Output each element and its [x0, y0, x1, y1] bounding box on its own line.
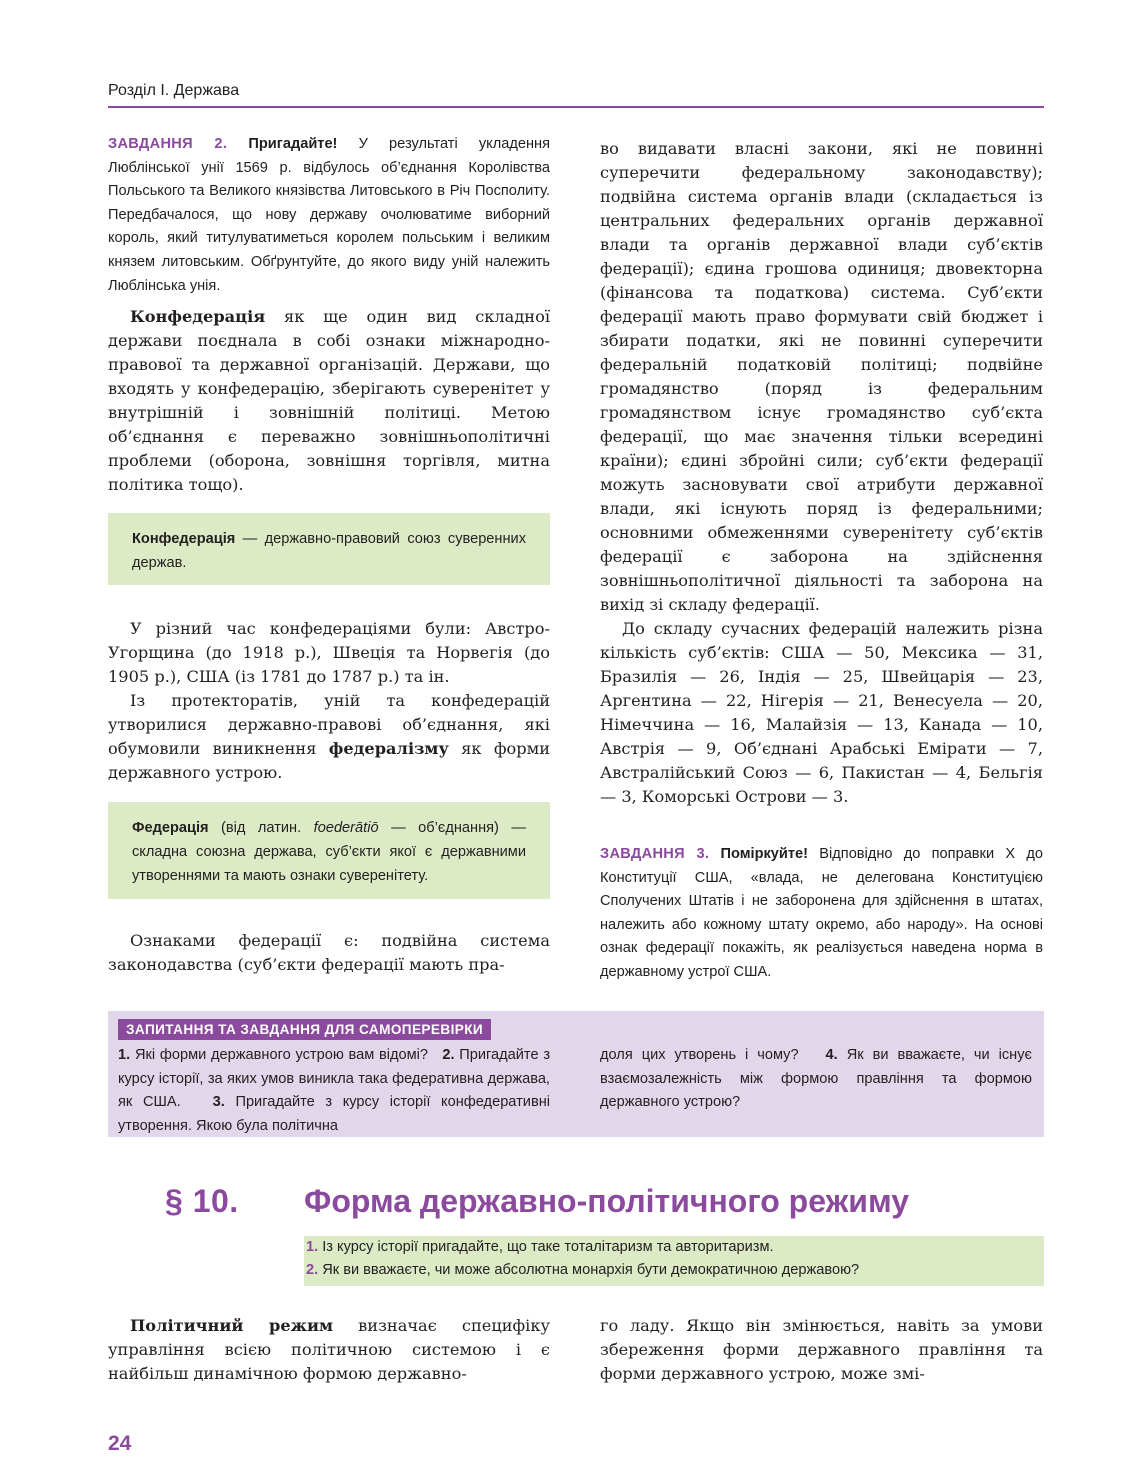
self-check-right	[600, 1044, 1032, 1115]
task-2-lead: Пригадайте!	[248, 136, 338, 152]
section-title: Форма державно-політичного режиму	[304, 1183, 909, 1219]
intro-question-2-number: 2.	[306, 1262, 319, 1278]
regime-term: Політичний режим	[130, 1316, 334, 1335]
confederation-term: Конфедерація	[130, 307, 266, 326]
subjects-paragraph: До складу сучасних федерацій належить різна кількість суб’єктів: США — 50, Мексика — 31, Бразилія — 26, Індія — 25, Швейцарія — 23, Аргентина — 22, Нігерія — 21, Венесуела — 20, Німеччина — 16, Малайзія — 13, Канада — 10, Австрія — 9, Об’єднані Арабські Емірати — 7, Австралійський Союз — 6, Пакистан — 4, Бельгія — 3, Коморські Острови — 3.	[600, 619, 1043, 806]
q2-number: 2.	[442, 1047, 455, 1063]
self-check-left	[118, 1044, 550, 1138]
q3-text-right: доля цих утворень і чому?	[600, 1047, 799, 1063]
task-2-text: У результаті укладення Люблінської унії 1569 р. відбулось об’єднання Королівства Польського та Великого князівства Литовського в Річ Посполиту. Передбачалося, що нову державу очолюватиме виборний король, який титулуватиметься королем польським і великим князем литовським. Обґрунтуйте, до якого виду уній належить Люблінська унія.	[108, 136, 550, 294]
definition-federation-term: Федерація	[132, 820, 209, 836]
header-rule	[108, 106, 1044, 108]
definition-federation-text: — об’єднання) — складна союзна держава, суб’єкти якої є державними утвореннями та мають ознаки суверенітету.	[132, 820, 526, 884]
definition-federation-pre: (від латин.	[221, 820, 302, 836]
features-paragraph-left	[108, 929, 550, 977]
examples-p2-end: як форми державного устрою.	[108, 739, 550, 782]
page-number: 24	[108, 1432, 132, 1455]
features-left-text: Ознаками федерації є: подвійна система законодавства (суб’єкти федерації мають пра-	[108, 931, 550, 974]
intro-question-1-number: 1.	[306, 1239, 319, 1255]
q1-text: Які форми державного устрою вам відомі?	[134, 1047, 429, 1063]
definition-confederation	[108, 513, 550, 585]
regime-paragraph-right	[600, 1314, 1043, 1386]
q4-text: Як ви вважаєте, чи існує взаємозалежність між формою правління та формою державного устрою?	[600, 1047, 1032, 1110]
definition-federation	[108, 802, 550, 899]
section-number: § 10.	[165, 1183, 239, 1219]
intro-question-1-text: Із курсу історії пригадайте, що таке тоталітаризм та авторитаризм.	[322, 1239, 774, 1255]
features-right-text: во видавати власні закони, які не повинні суперечити федеральному законодавству); подвійна система органів влади (складається із центральних федеральних органів державної влади та органів державної влади суб’єктів федерації); єдина грошова одиниця; двовекторна (фінансова та податкова) система. Суб’єкти федерації мають право формувати свій бюджет і збирати податки, які не повинні суперечити федеральній податковій політиці; подвійне громадянство (поряд із федеральним громадянством існує громадянство суб’єкта федерації, що має значення тільки всередині країни); єдині збройні сили; суб’єкти федерації можуть засновувати свої атрибути державної влади, які існують поряд із федеральними; основними обмеженнями суверенітету суб’єктів федерації є заборона на здійснення зовнішньополітичної діяльності та заборона на вихід зі складу федерації.	[600, 139, 1043, 614]
self-check-title: ЗАПИТАННЯ ТА ЗАВДАННЯ ДЛЯ САМОПЕРЕВІРКИ	[118, 1019, 491, 1040]
federalism-term: федералізму	[328, 739, 449, 758]
definition-confederation-term: Конфедерація	[132, 531, 236, 547]
regime-paragraph-left	[108, 1314, 550, 1386]
task-3-lead: Поміркуйте!	[720, 846, 809, 862]
intro-question-2	[306, 1262, 859, 1278]
task-3	[600, 843, 1043, 985]
regime-right-text: го ладу. Якщо він змінюється, навіть за умови збереження форми державного правління та форми державного устрою, може змі-	[600, 1316, 1043, 1383]
intro-question-1	[306, 1239, 774, 1255]
task-3-label: ЗАВДАННЯ 3.	[600, 846, 710, 862]
task-2-label: ЗАВДАННЯ 2.	[108, 136, 228, 152]
task-3-text: Відповідно до поправки X до Конституції США, «влада, не делегована Конституцією Сполучених Штатів і не заборонена для здійснення в штатах, належить або кожному штату окремо, або народу». На основі ознак федерації покажіть, як реалізується наведена норма в державному устрої США.	[600, 846, 1043, 980]
q3-text-left: Пригадайте з курсу історії конфедеративні утворення. Якою була політична	[118, 1094, 550, 1134]
examples-paragraph	[108, 617, 550, 785]
examples-p1: У різний час конфедераціями були: Австро-Угорщина (до 1918 р.), Швеція та Норвегія (до 1905 р.), США (із 1781 до 1787 р.) та ін.	[108, 619, 550, 686]
intro-question-2-text: Як ви вважаєте, чи може абсолютна монархія бути демократичною державою?	[322, 1262, 860, 1278]
q4-number: 4.	[825, 1047, 838, 1063]
q1-number: 1.	[118, 1047, 131, 1063]
task-2	[108, 133, 550, 298]
q2-text: Пригадайте з курсу історії, за яких умов виникла така федеративна держава, як США.	[118, 1047, 551, 1110]
confederation-text: як ще один вид складної держави поєднала в собі ознаки міжнародно-правової та державної організацій. Держави, що входять у конфедерацію, зберігають суверенітет у внутрішній і зовнішній політиці. Метою об’єднання є переважно зовнішньополітичні проблеми (оборона, зовнішня торгівля, митна політика тощо).	[108, 307, 550, 494]
confederation-paragraph	[108, 305, 550, 497]
regime-left-text: визначає специфіку управління всією політичною системою і є найбільш динамічною формою державно-	[108, 1316, 551, 1383]
definition-confederation-text: — державно-правовий союз суверенних держав.	[132, 531, 526, 571]
features-paragraph-right	[600, 137, 1043, 809]
definition-federation-latin: foederātiō	[313, 820, 379, 836]
q3-number: 3.	[212, 1094, 225, 1110]
running-header: Розділ I. Держава	[108, 82, 240, 99]
examples-p2-start: Із протекторатів, уній та конфедерацій утворилися державно-правові об’єднання, які обумовили виникнення	[108, 691, 550, 758]
